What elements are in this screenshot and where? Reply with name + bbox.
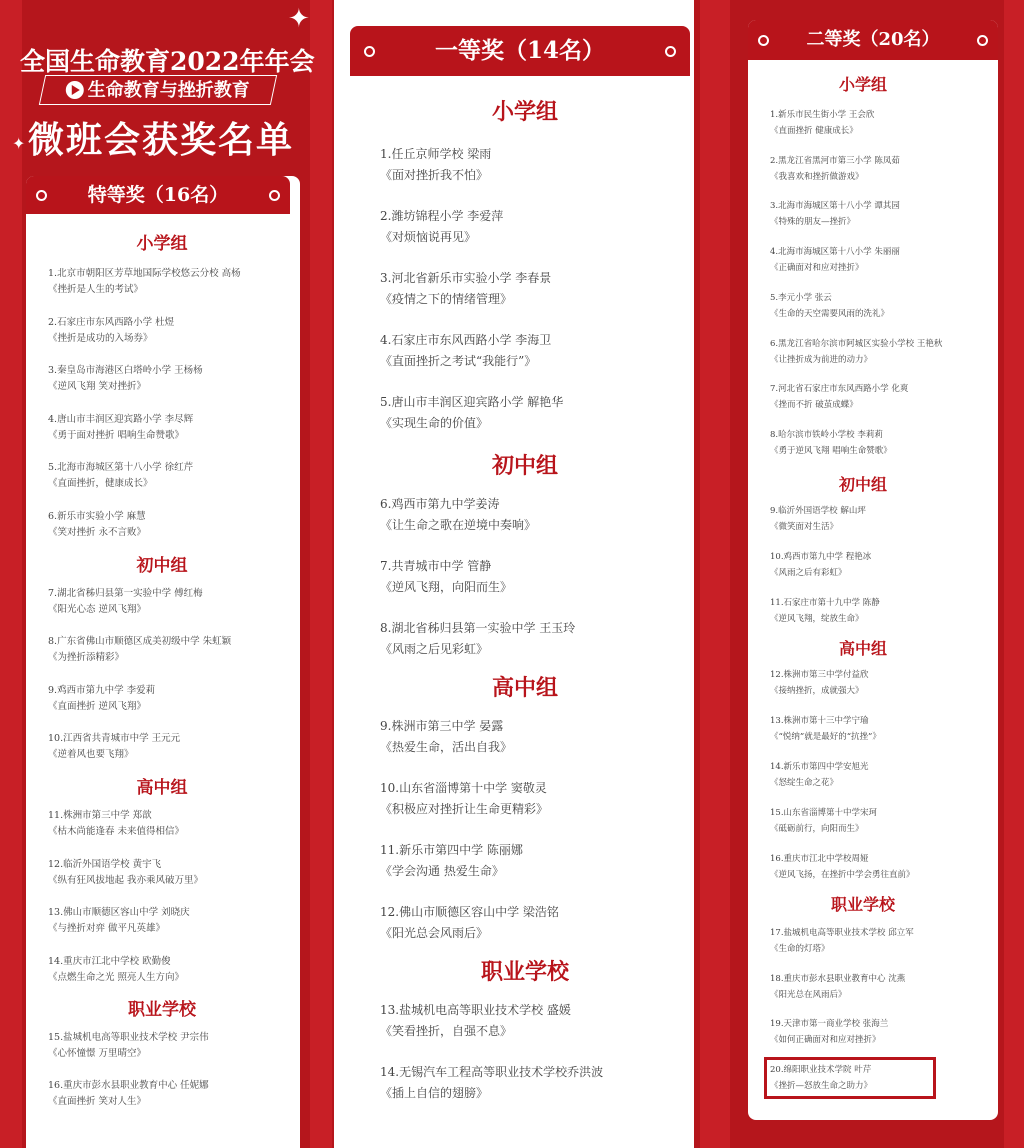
entry-school-teacher: 17.盐城机电高等职业技术学校 邱立军 [770,928,914,938]
award-entry [48,363,203,395]
entry-school-teacher: 13.佛山市顺德区容山中学 刘晓庆 [48,907,190,918]
first-award-ribbon [350,26,690,76]
second-award-title: 二等奖（20名） [806,29,940,50]
award-entry [380,206,503,248]
award-entry [380,144,491,186]
sparkle-icon: ✦ [288,4,310,34]
group-title: 初中组 [838,475,887,494]
award-entry [770,759,869,791]
award-entry [48,315,174,347]
award-entry [770,336,942,368]
entry-school-teacher: 16.重庆市江北中学校周娅 [770,854,869,864]
entry-school-teacher: 1.北京市朝阳区芳草地国际学校悠云分校 高杨 [48,268,241,279]
entry-school-teacher: 6.鸡西市第九中学姜涛 [380,497,500,511]
second-award-ribbon [748,20,998,60]
entry-school-teacher: 7.河北省石家庄市东风西路小学 化爽 [770,384,909,394]
entry-lesson-title: 《为挫折添精彩》 [48,652,125,663]
entry-school-teacher: 14.重庆市江北中学校 欧勤俊 [48,956,171,967]
entry-school-teacher: 13.盐城机电高等职业技术学校 盛媛 [380,1003,571,1017]
entry-school-teacher: 19.天津市第一商业学校 张海兰 [770,1019,889,1029]
entry-school-teacher: 4.石家庄市东风西路小学 李海卫 [380,333,552,347]
award-entry [48,683,155,715]
group-title: 高中组 [491,675,558,701]
award-entry [770,198,900,230]
award-entry [770,925,914,957]
entry-school-teacher: 12.佛山市顺德区容山中学 梁浩铭 [380,905,559,919]
entry-lesson-title: 《接纳挫折，成就强大》 [770,686,864,696]
entry-lesson-title: 《面对挫折我不怕》 [380,168,489,182]
entry-school-teacher: 4.北海市海城区第十八小学 朱丽丽 [770,247,900,257]
award-entry [380,330,551,372]
award-entry [770,851,915,883]
award-entry [770,290,889,322]
entry-lesson-title: 《挫而不折 破茧成蝶》 [770,400,858,410]
award-entry [48,731,180,763]
entry-lesson-title: 《直面挫折，健康成长》 [48,478,153,489]
ribbon-dot-right [665,46,676,57]
entry-lesson-title: 《笑对挫折 永不言败》 [48,527,147,538]
entry-school-teacher: 9.临沂外国语学校 解山坪 [770,506,866,516]
entry-lesson-title: 《纵有狂风拔地起 我亦乘风破万里》 [48,875,204,886]
bg-stripe-left [0,0,22,1148]
award-entry [48,460,193,492]
entry-school-teacher: 2.黑龙江省黑河市第三小学 陈凤茹 [770,156,900,166]
entry-lesson-title: 《让挫折成为前进的动力》 [770,355,873,365]
entry-lesson-title: 《特殊的朋友—挫折》 [770,217,856,227]
group-title: 职业学校 [128,1000,196,1020]
entry-school-teacher: 3.北海市海城区第十八小学 谭其园 [770,201,900,211]
entry-lesson-title: 《实现生命的价值》 [380,416,489,430]
entry-lesson-title: 《插上自信的翅膀》 [380,1086,489,1100]
entry-lesson-title: 《挫折是成功的入场券》 [48,333,153,344]
entry-lesson-title: 《微笑面对生活》 [770,522,839,532]
entry-school-teacher: 1.任丘京师学校 梁雨 [380,147,492,161]
entry-school-teacher: 8.哈尔滨市铁岭小学校 李莉莉 [770,430,883,440]
entry-lesson-title: 《笑看挫折，自强不息》 [380,1024,513,1038]
award-entry [770,549,871,581]
award-entry [770,805,877,837]
entry-school-teacher: 8.湖北省秭归县第一实验中学 王玉玲 [380,621,576,635]
entry-school-teacher: 8.广东省佛山市顺德区成美初级中学 朱虹颖 [48,636,232,647]
entry-school-teacher: 9.鸡西市第九中学 李爱莉 [48,685,156,696]
award-entry [770,713,881,745]
entry-lesson-title: 《阳光心态 逆风飞翔》 [48,604,147,615]
entry-school-teacher: 12.株洲市第三中学付益欣 [770,670,869,680]
ribbon-dot-left [758,35,769,46]
entry-lesson-title: 《勇于逆风飞翔 唱响生命赞歌》 [770,446,892,456]
award-entry [48,1030,209,1062]
entry-lesson-title: 《让生命之歌在逆境中奏响》 [380,518,537,532]
group-title: 高中组 [136,778,188,798]
entry-school-teacher: 6.新乐市实验小学 麻慧 [48,511,146,522]
entry-school-teacher: 7.湖北省秭归县第一实验中学 傅红梅 [48,588,203,599]
entry-school-teacher: 11.石家庄市第十九中学 陈静 [770,598,880,608]
special-award-ribbon [26,176,290,214]
group-title: 小学组 [838,75,887,94]
entry-lesson-title: 《与挫折对弈 做平凡英雄》 [48,923,166,934]
entry-school-teacher: 11.新乐市第四中学 陈丽娜 [380,843,523,857]
entry-school-teacher: 6.黑龙江省哈尔滨市阿城区实验小学校 王艳秋 [770,339,943,349]
entry-lesson-title: 《生命的天空需要风雨的洗礼》 [770,309,890,319]
award-entry [380,556,512,598]
entry-school-teacher: 15.盐城机电高等职业技术学校 尹宗伟 [48,1032,209,1043]
group-title: 职业学校 [830,895,895,914]
entry-lesson-title: 《怒绽生命之花》 [770,778,839,788]
entry-school-teacher: 10.山东省淄博第十中学 窦敬灵 [380,781,547,795]
award-entry [770,153,900,185]
entry-school-teacher: 20.绵阳职业技术学院 叶芹 [770,1065,872,1075]
entry-lesson-title: 《勇于面对挫折 唱响生命赞歌》 [48,430,185,441]
entry-school-teacher: 5.唐山市丰润区迎宾路小学 解艳华 [380,395,564,409]
entry-lesson-title: 《直面挫折 健康成长》 [770,126,858,136]
special-award-title: 特等奖（16名） [87,184,229,206]
entry-school-teacher: 10.鸡西市第九中学 程艳冰 [770,552,872,562]
award-entry [770,971,905,1003]
entry-lesson-title: 《逆风飞翔，向阳而生》 [380,580,513,594]
award-entry [48,266,241,298]
bg-stripe-mid-right [700,0,730,1148]
entry-lesson-title: 《逆风飞翔 笑对挫折》 [48,381,147,392]
highlight-box [764,1057,936,1099]
award-entry [380,716,512,758]
award-entry [380,1062,603,1104]
entry-lesson-title: 《对烦恼说再见》 [380,230,477,244]
entry-school-teacher: 11.株洲市第三中学 郑歆 [48,810,152,821]
entry-school-teacher: 9.株洲市第三中学 晏露 [380,719,504,733]
award-entry [770,595,880,627]
award-entry [48,412,193,444]
award-entry [770,244,900,276]
entry-lesson-title: 《风雨之后见彩虹》 [380,642,489,656]
group-title: 小学组 [136,234,188,254]
bg-stripe-right [1004,0,1024,1148]
entry-lesson-title: 《砥砺前行，向阳而生》 [770,824,864,834]
entry-lesson-title: 《点燃生命之光 照亮人生方向》 [48,972,185,983]
award-entry [48,586,203,618]
award-entry [380,618,575,660]
entry-school-teacher: 3.河北省新乐市实验小学 李春景 [380,271,552,285]
entry-school-teacher: 10.江西省共青城市中学 王元元 [48,733,181,744]
entry-school-teacher: 1.新乐市民生街小学 王会欣 [770,110,875,120]
entry-school-teacher: 5.北海市海城区第十八小学 徐红芹 [48,462,194,473]
entry-lesson-title: 《我喜欢和挫折做游戏》 [770,172,864,182]
entry-school-teacher: 7.共青城市中学 管静 [380,559,492,573]
award-entry [380,778,548,820]
entry-school-teacher: 2.潍坊锦程小学 李爱萍 [380,209,504,223]
entry-school-teacher: 12.临沂外国语学校 黄宇飞 [48,859,162,870]
award-entry [48,1078,209,1110]
entry-lesson-title: 《阳光总在风雨后》 [770,990,847,1000]
award-entry [770,427,892,459]
group-title: 高中组 [838,639,887,658]
entry-lesson-title: 《正确面对和应对挫折》 [770,263,864,273]
entry-lesson-title: 《学会沟通 热爱生命》 [380,864,504,878]
award-entry [770,1016,888,1048]
entry-lesson-title: 《直面挫折之考试“我能行”》 [380,354,537,368]
award-entry [770,503,866,535]
first-award-title: 一等奖（14名） [434,37,605,64]
entry-lesson-title: 《如何正确面对和应对挫折》 [770,1035,881,1045]
play-icon [66,81,84,99]
entry-school-teacher: 14.无锡汽车工程高等职业技术学校乔洪波 [380,1065,604,1079]
header-title-line1: 全国生命教育2022年年会 [20,47,315,76]
ribbon-dot-left [36,190,47,201]
ribbon-dot-right [977,35,988,46]
entry-lesson-title: 《心怀憧憬 万里晴空》 [48,1048,147,1059]
award-entry [770,381,908,413]
award-entry [380,392,563,434]
entry-school-teacher: 16.重庆市彭水县职业教育中心 任妮娜 [48,1080,209,1091]
group-title: 职业学校 [480,959,569,985]
award-entry [380,494,536,536]
entry-school-teacher: 2.石家庄市东风西路小学 杜煜 [48,317,175,328]
group-title: 初中组 [491,453,558,479]
entry-lesson-title: 《挫折—怒放生命之助力》 [770,1081,873,1091]
ribbon-dot-right [269,190,280,201]
award-entry [770,107,874,139]
header-subtitle: 生命教育与挫折教育 [87,80,250,101]
entry-school-teacher: 14.新乐市第四中学安旭光 [770,762,869,772]
entry-lesson-title: 《阳光总会风雨后》 [380,926,489,940]
sparkle-small-icon: ✦ [12,134,26,153]
entry-lesson-title: 《逆风飞翔，绽放生命》 [770,614,864,624]
entry-lesson-title: 《枯木尚能逢春 未来值得相信》 [48,826,185,837]
entry-lesson-title: 《疫情之下的情绪管理》 [380,292,513,306]
group-title: 初中组 [136,556,188,576]
entry-school-teacher: 5.李元小学 张云 [770,293,832,303]
award-entry [48,857,203,889]
group-title: 小学组 [491,99,558,125]
entry-school-teacher: 13.株洲市第十三中学宁瑜 [770,716,869,726]
entry-lesson-title: 《积极应对挫折让生命更精彩》 [380,802,549,816]
entry-school-teacher: 4.唐山市丰润区迎宾路小学 李尽辉 [48,414,194,425]
entry-lesson-title: 《挫折是人生的考试》 [48,284,144,295]
award-entry [48,509,146,541]
award-entry [48,808,184,840]
entry-school-teacher: 15.山东省淄博第十中学宋珂 [770,808,878,818]
award-entry [770,667,869,699]
entry-lesson-title: 《直面挫折 笑对人生》 [48,1096,147,1107]
entry-lesson-title: 《风雨之后有彩虹》 [770,568,847,578]
entry-lesson-title: 《热爱生命，活出自我》 [380,740,513,754]
entry-lesson-title: 《生命的灯塔》 [770,944,830,954]
entry-school-teacher: 18.重庆市彭水县职业教育中心 沈燕 [770,974,906,984]
entry-lesson-title: 《“悦纳”就是最好的“抗挫”》 [770,732,881,742]
ribbon-dot-left [364,46,375,57]
award-entry [48,634,231,666]
award-entry [48,954,184,986]
header-subtitle-box [39,75,277,105]
award-entry [380,840,523,882]
award-entry [380,268,551,310]
award-entry [380,902,559,944]
award-entry [48,905,190,937]
entry-lesson-title: 《逆着风也要飞翔》 [48,749,134,760]
bg-stripe-mid-left [310,0,332,1148]
entry-lesson-title: 《直面挫折 逆风飞翔》 [48,701,147,712]
award-entry [380,1000,571,1042]
entry-lesson-title: 《逆风飞扬，在挫折中学会勇往直前》 [770,870,915,880]
entry-school-teacher: 3.秦皇岛市海港区白塔岭小学 王杨杨 [48,365,203,376]
header-title-line2: 微班会获奖名单 [28,119,295,161]
